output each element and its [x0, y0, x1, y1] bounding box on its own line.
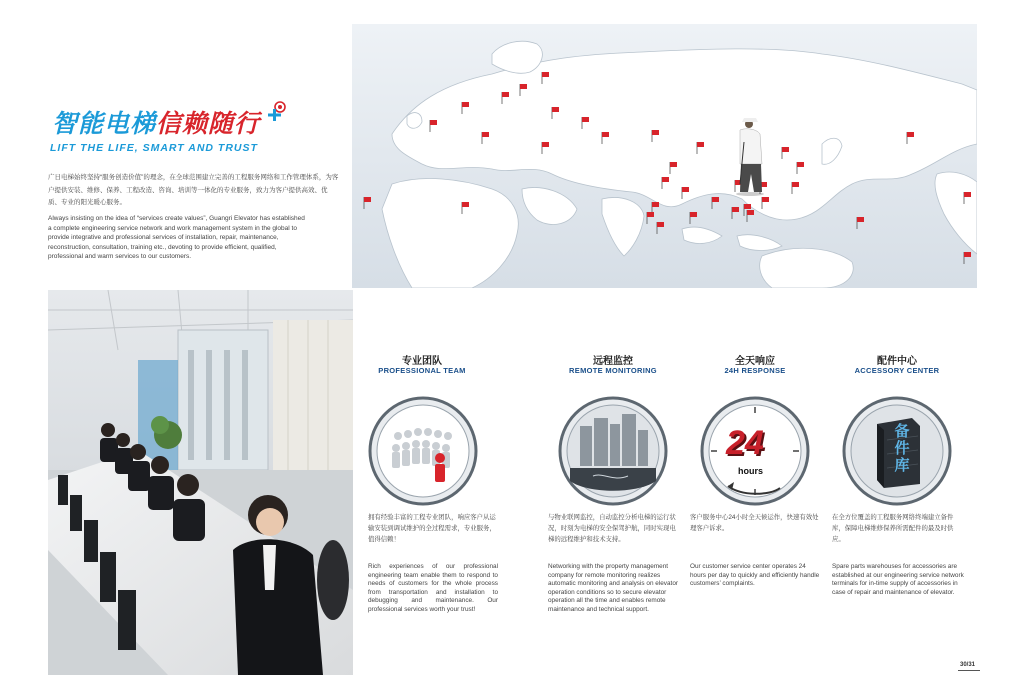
warehouse-box-icon — [842, 396, 952, 506]
brand-title-red: 信赖随行 — [156, 110, 261, 138]
call-center-photo — [48, 290, 353, 675]
page-number: 30/31 — [960, 662, 976, 668]
service-desc-cn: 与物业联网监控，自动监控分析电梯的运行状况，时刻为电梯的安全保驾护航，同时实现电梯的远程维护和技术支持。 — [548, 514, 676, 543]
brand-title — [52, 104, 260, 140]
service-desc-cn: 拥有经验丰富的工程专业团队，响应客户从运输安装到调试维护的全过程需求，专业服务，值得信赖！ — [368, 514, 496, 543]
brand-subtitle: LIFT THE LIFE, SMART AND TRUST — [50, 142, 258, 154]
service-desc-en: Spare parts warehouses for accessories are established at our engineering service network terminals for in-time supply of accessories in case of repair and maintenance of elevator. — [832, 563, 964, 596]
clock-number: 24 — [726, 424, 764, 462]
clock-24-hours-icon — [700, 396, 810, 506]
warehouse-label: 备件库 — [894, 423, 910, 474]
brand-title-blue: 智能电梯 — [52, 110, 157, 138]
service-title-cn: 远程监控 — [593, 356, 633, 367]
service-title-en: ACCESSORY CENTER — [854, 366, 940, 375]
service-title-en: REMOTE MONITORING — [569, 366, 657, 375]
service-title-en: 24H RESPONSE — [724, 366, 786, 375]
intro-text-cn: 广日电梯始终坚持“服务创造价值”的理念，在全球范围建立完善的工程服务网络和工作管理体系，为客户提供安装、维修、保养、工程改造、咨询、培训等一体化的专业服务，致力为客户提供高效、优质、专业的阳光暖心服务。 — [48, 174, 339, 206]
clock-unit: hours — [738, 466, 764, 476]
page-number-rule — [958, 670, 980, 671]
service-desc-en: Networking with the property management company for remote monitoring realizes automatic monitoring and analysis on elevator operation conditions so to secure elevator operation all the time and enables remote maintenance and technical support. — [548, 563, 679, 613]
service-desc-en: Our customer service center operates 24 hours per day to quickly and efficiently handle customers’ complaints. — [690, 563, 820, 587]
service-title-cn: 配件中心 — [877, 356, 917, 367]
service-desc-en: Rich experiences of our professional engineering team enable them to respond to needs of customers for the whole process from transportation and installation to debugging and maintenance. Our professional services worth your trust! — [368, 563, 498, 613]
service-desc-cn: 在全方位覆盖的工程服务网络终端建立备件库，保障电梯维修保养所需配件的最及时供应。 — [832, 514, 954, 543]
service-title-cn: 专业团队 — [402, 356, 442, 367]
intro-text-en: Always insisting on the idea of “services create values”, Guangri Elevator has established a complete engineering service network and work management system in the global to provide integrative and professional services of installation, repair, maintenance, reconstruction, consultation, training etc., devoting to provide efficient, qualified, professional and warm services to our customers. — [48, 215, 305, 260]
plus-logo-icon — [266, 100, 288, 122]
service-title-en: PROFESSIONAL TEAM — [378, 366, 466, 375]
service-desc-cn: 客户服务中心24小时全天候运作，快速有效处理客户诉求。 — [690, 514, 819, 532]
people-crowd-icon — [368, 396, 478, 506]
building-monitor-icon — [558, 396, 668, 506]
service-title-cn: 全天响应 — [735, 356, 775, 367]
world-map-image — [352, 24, 977, 288]
